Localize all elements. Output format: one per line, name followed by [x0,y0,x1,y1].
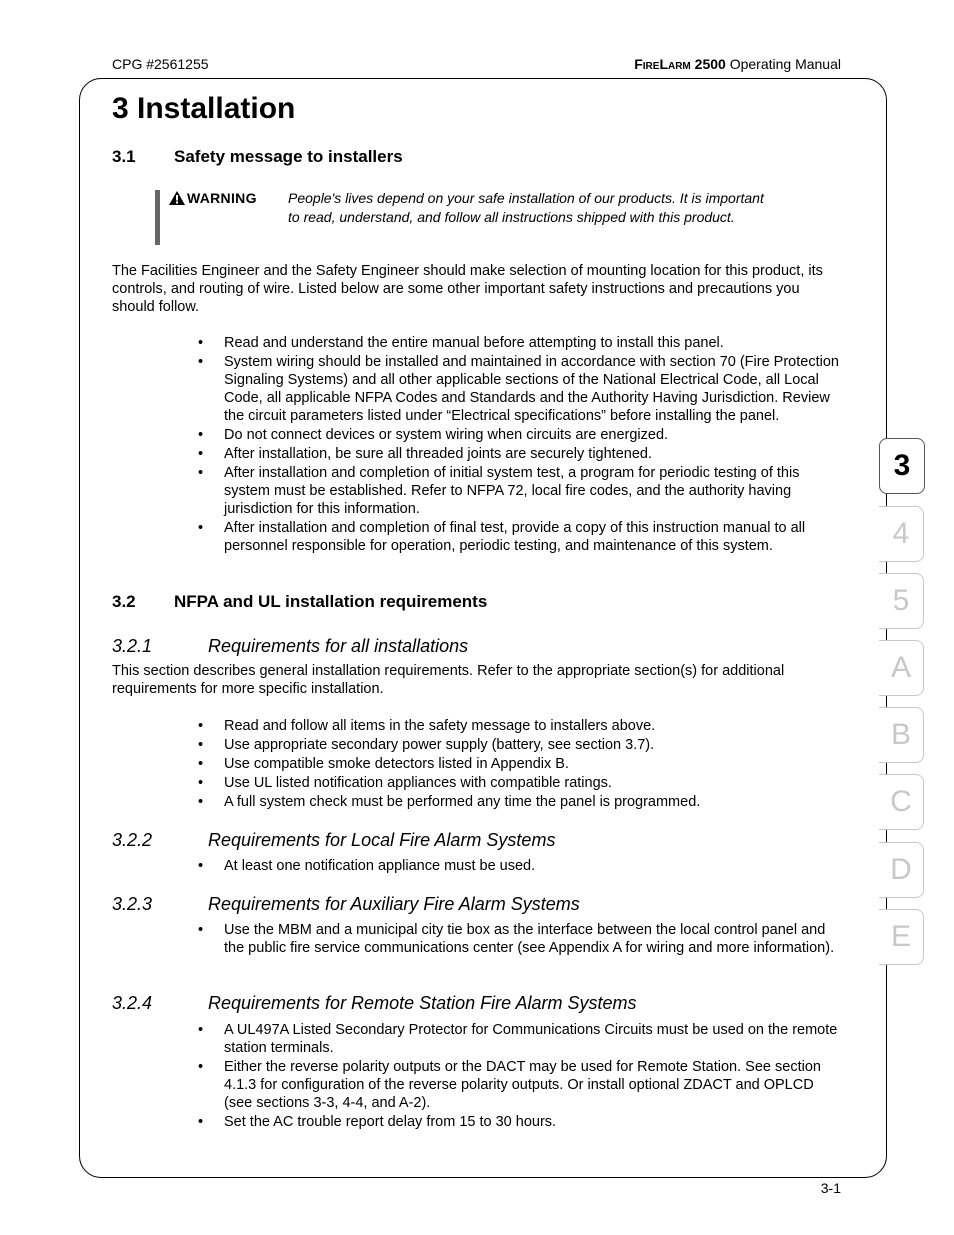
subsection-title: Requirements for Remote Station Fire Alarm Systems [208,993,637,1013]
subsection-heading-3-2-3 [112,894,580,915]
tab-appendix-a[interactable]: A [879,640,924,696]
safety-bullet-list [196,334,842,556]
warning-bar [155,190,160,245]
list-item-text: Either the reverse polarity outputs or the DACT may be used for Remote Station. See section 4.1.3 for configuration of the reverse polarity outputs. Or install optional ZDACT and OPLCD (see sections 3-3, 4-4, and A-2). [224,1059,821,1111]
subsection-heading-3-2-2 [112,830,555,851]
list-item [196,774,842,792]
tab-chapter-3[interactable]: 3 [879,438,925,494]
bullet: • [198,775,204,791]
bullet: • [198,794,204,810]
list-item-text: At least one notification appliance must be used. [224,858,536,874]
safety-intro-paragraph: The Facilities Engineer and the Safety Engineer should make selection of mounting location for this product, its controls, and routing of wire. Listed below are some other important safety instructions and precautions you should follow. [112,263,823,315]
list-item [196,445,842,463]
bullet: • [198,427,204,443]
section-heading-3-2 [112,592,487,612]
list-item-text: Set the AC trouble report delay from 15 to 30 hours. [224,1114,557,1130]
list-item [196,921,842,957]
header-product-name: FireLarm [634,56,691,72]
list-item-text: After installation and completion of initial system test, a program for periodic testing of this system must be established. Refer to NFPA 72, local fire codes, and the authority having jurisdiction for this information. [224,465,800,517]
list-item [196,1021,842,1057]
bullet: • [198,756,204,772]
page-number: 3-1 [820,1180,841,1196]
bullet: • [198,922,204,938]
list-item [196,793,842,811]
section-title: NFPA and UL installation requirements [174,592,488,611]
list-item [196,519,842,555]
list-item-text: Read and follow all items in the safety message to installers above. [224,718,656,734]
subsection-heading-3-2-4 [112,993,636,1014]
section-number: 3.1 [112,147,136,166]
list-item-text: After installation, be sure all threaded joints are securely tightened. [224,446,652,462]
warning-triangle-icon [169,191,185,208]
list-item-text: Use appropriate secondary power supply (battery, see section 3.7). [224,737,655,753]
local-requirements-list [196,857,842,876]
bullet: • [198,737,204,753]
bullet: • [198,1022,204,1038]
tab-appendix-b[interactable]: B [879,707,924,763]
page-content [112,90,842,1130]
subsection-heading-3-2-1 [112,636,468,657]
subsection-number: 3.2.3 [112,894,153,914]
list-item [196,1058,842,1112]
list-item [196,736,842,754]
remote-station-requirements-list [196,1021,842,1132]
list-item [196,717,842,735]
tab-chapter-4[interactable]: 4 [879,506,924,562]
chapter-title: 3 Installation [112,92,296,125]
bullet: • [198,446,204,462]
header-doc-id: CPG #2561255 [112,56,209,72]
tab-appendix-d[interactable]: D [879,842,924,898]
list-item-text: Do not connect devices or system wiring when circuits are energized. [224,427,669,443]
list-item-text: Use compatible smoke detectors listed in Appendix B. [224,756,569,772]
bullet: • [198,520,204,536]
tab-appendix-c[interactable]: C [879,774,924,830]
general-requirements-list [196,717,842,812]
bullet: • [198,335,204,351]
list-item-text: Read and understand the entire manual before attempting to install this panel. [224,335,724,351]
list-item-text: System wiring should be installed and maintained in accordance with section 70 (Fire Protection Signaling Systems) and all other applicable sections of the National Electrical Code, all Local Code, all applicable NFPA Codes and Standards and the Authority Having Jurisdiction. Review the circuit parameters listed under “Electrical specifications” before installing the panel. [224,354,839,424]
list-item-text: After installation and completion of final test, provide a copy of this instruction manual to all personnel responsible for operation, periodic testing, and maintenance of this system. [224,520,806,554]
list-item-text: A UL497A Listed Secondary Protector for Communications Circuits must be used on the remote station terminals. [224,1022,838,1056]
warning-text: People's lives depend on your safe installation of our products. It is important to read, understand, and follow all instructions shipped with this product. [288,190,764,225]
list-item-text: A full system check must be performed any time the panel is programmed. [224,794,701,810]
bullet: • [198,1114,204,1130]
subsection-number: 3.2.4 [112,993,153,1013]
tab-chapter-5[interactable]: 5 [879,573,924,629]
header-manual-title [634,56,841,72]
warning-label [169,190,257,208]
tab-appendix-e[interactable]: E [879,909,924,965]
list-item [196,1113,842,1131]
section-heading-3-1 [112,147,403,167]
list-item [196,426,842,444]
general-requirements-paragraph: This section describes general installation requirements. Refer to the appropriate section(s) for additional requirements for more specific installation. [112,663,785,697]
list-item [196,857,842,875]
bullet: • [198,354,204,370]
list-item [196,334,842,352]
section-title: Safety message to installers [174,147,403,166]
header-product-number: 2500 [694,56,726,72]
auxiliary-requirements-list [196,921,842,958]
list-item-text: Use the MBM and a municipal city tie box as the interface between the local control panel and the public fire service communications center (see Appendix A for wiring and more information). [224,922,835,956]
list-item [196,464,842,518]
subsection-number: 3.2.1 [112,636,153,656]
section-number: 3.2 [112,592,136,611]
warning-label-text: WARNING [187,190,257,206]
list-item-text: Use UL listed notification appliances with compatible ratings. [224,775,612,791]
subsection-title: Requirements for Auxiliary Fire Alarm Systems [208,894,580,914]
subsection-number: 3.2.2 [112,830,153,850]
header-manual-suffix: Operating Manual [729,56,841,72]
bullet: • [198,718,204,734]
subsection-title: Requirements for all installations [208,636,469,656]
bullet: • [198,858,204,874]
subsection-title: Requirements for Local Fire Alarm Systems [208,830,556,850]
list-item [196,755,842,773]
bullet: • [198,465,204,481]
bullet: • [198,1059,204,1075]
list-item [196,353,842,425]
